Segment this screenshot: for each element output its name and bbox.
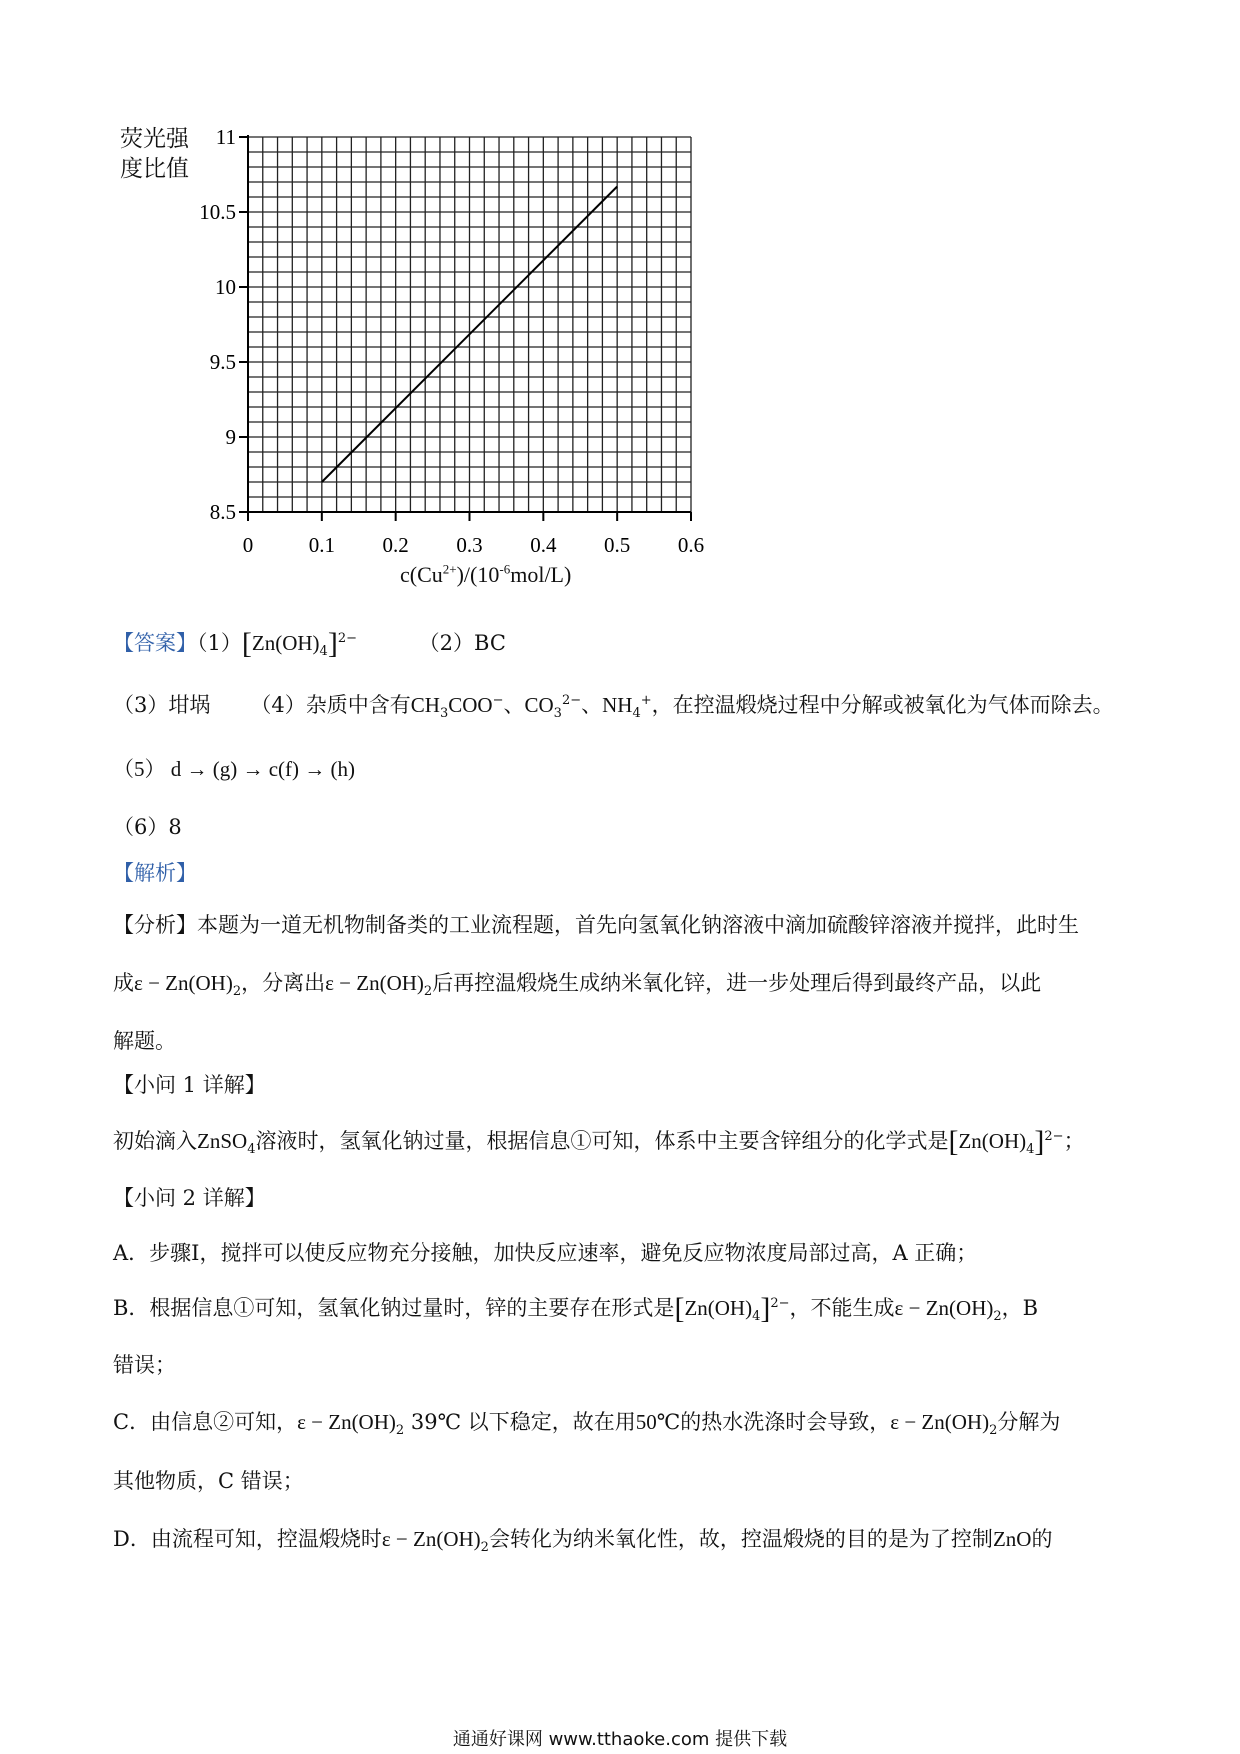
option-c-line-2: 其他物质，C 错误；: [113, 1469, 304, 1493]
option-a: A．步骤I，搅拌可以使反应物充分接触，加快反应速率，避免反应物浓度局部过高，A 正确；: [113, 1241, 978, 1265]
analysis-tag: 【解析】: [113, 861, 197, 885]
x-tick-label: 0.3: [456, 533, 483, 557]
chart-ylabel: [120, 124, 189, 184]
x-tick-label: 0.6: [677, 533, 705, 557]
answer-q6: （6）8: [113, 815, 182, 839]
fenxi-line-2: 成$\varepsilon - Zn(OH)_2$，分离出$\varepsilon - Zn(OH)_2$后再控温煅烧生成纳米氧化锌，进一步处理后得到最终产品，以此: [113, 971, 1042, 1000]
x-tick-label: 0.5: [604, 533, 631, 557]
footer-text: 通通好课网 www.tthaoke.com 提供下载: [452, 1729, 788, 1750]
y-tick-label: 10.5: [199, 200, 236, 224]
x-tick-label: 0.2: [382, 533, 409, 557]
x-tick-label: 0: [242, 533, 254, 557]
fluorescence-chart: [180, 125, 720, 585]
q1-title: 【小问 1 详解】: [113, 1073, 266, 1097]
option-b: B．根据信息①可知，氢氧化钠过量时，锌的主要存在形式是$[Zn(OH)_4]^{2-}$，不能生成$\varepsilon - Zn(OH)_2$，B: [113, 1292, 1039, 1325]
y-tick-label: 11: [215, 125, 236, 149]
ylabel-line2: 度比值: [120, 156, 189, 182]
option-c: C．由信息②可知，$\varepsilon - Zn(OH)_2$ 39℃ 以下稳定，故在用50℃的热水洗涤时会导致，$\varepsilon - Zn(OH)_2$分解为: [113, 1410, 1061, 1439]
answer-q5: （5） d → (g) → c(f) → (h): [113, 757, 356, 781]
x-tick-label: 0.4: [530, 533, 557, 557]
q2-title: 【小问 2 详解】: [113, 1186, 266, 1210]
ylabel-line1: 荧光强: [120, 126, 189, 152]
y-tick-label: 9.5: [209, 350, 236, 374]
chart-xlabel: $c(Cu^{2+})/(10^{-6}mol/L)$: [400, 561, 572, 587]
answer-q2: （2）BC: [418, 631, 506, 655]
fenxi-line-1: 【分析】本题为一道无机物制备类的工业流程题，首先向氢氧化钠溶液中滴加硫酸锌溶液并搅拌，此时生: [113, 913, 1079, 937]
q1-text: 初始滴入ZnSO$_4$溶液时，氢氧化钠过量，根据信息①可知，体系中主要含锌组分的化学式是$[Zn(OH)_4]^{2-}$；: [113, 1125, 1085, 1158]
option-b-line-2: 错误；: [113, 1353, 176, 1377]
answer-line-1: 【答案】$(1)[Zn(OH)_4]^{2-}$ （2）BC: [113, 627, 506, 660]
y-tick-label: 9: [225, 425, 236, 449]
x-tick-label: 0.1: [308, 533, 335, 557]
option-d: D．由流程可知，控温煅烧时$\varepsilon - Zn(OH)_2$会转化为纳米氧化性，故，控温煅烧的目的是为了控制ZnO的: [113, 1527, 1053, 1556]
fenxi-line-3: 解题。: [113, 1029, 176, 1053]
y-tick-label: 8.5: [209, 500, 236, 524]
answer-line-3-4: （3）坩埚 （4）杂质中含有$CH_3COO^-$、$CO_3^{2-}$、$NH_4^+$，在控温煅烧过程中分解或被氧化为气体而除去。: [113, 693, 1114, 722]
y-tick-label: 10: [215, 275, 236, 299]
answer-tag: 【答案】: [113, 631, 197, 655]
